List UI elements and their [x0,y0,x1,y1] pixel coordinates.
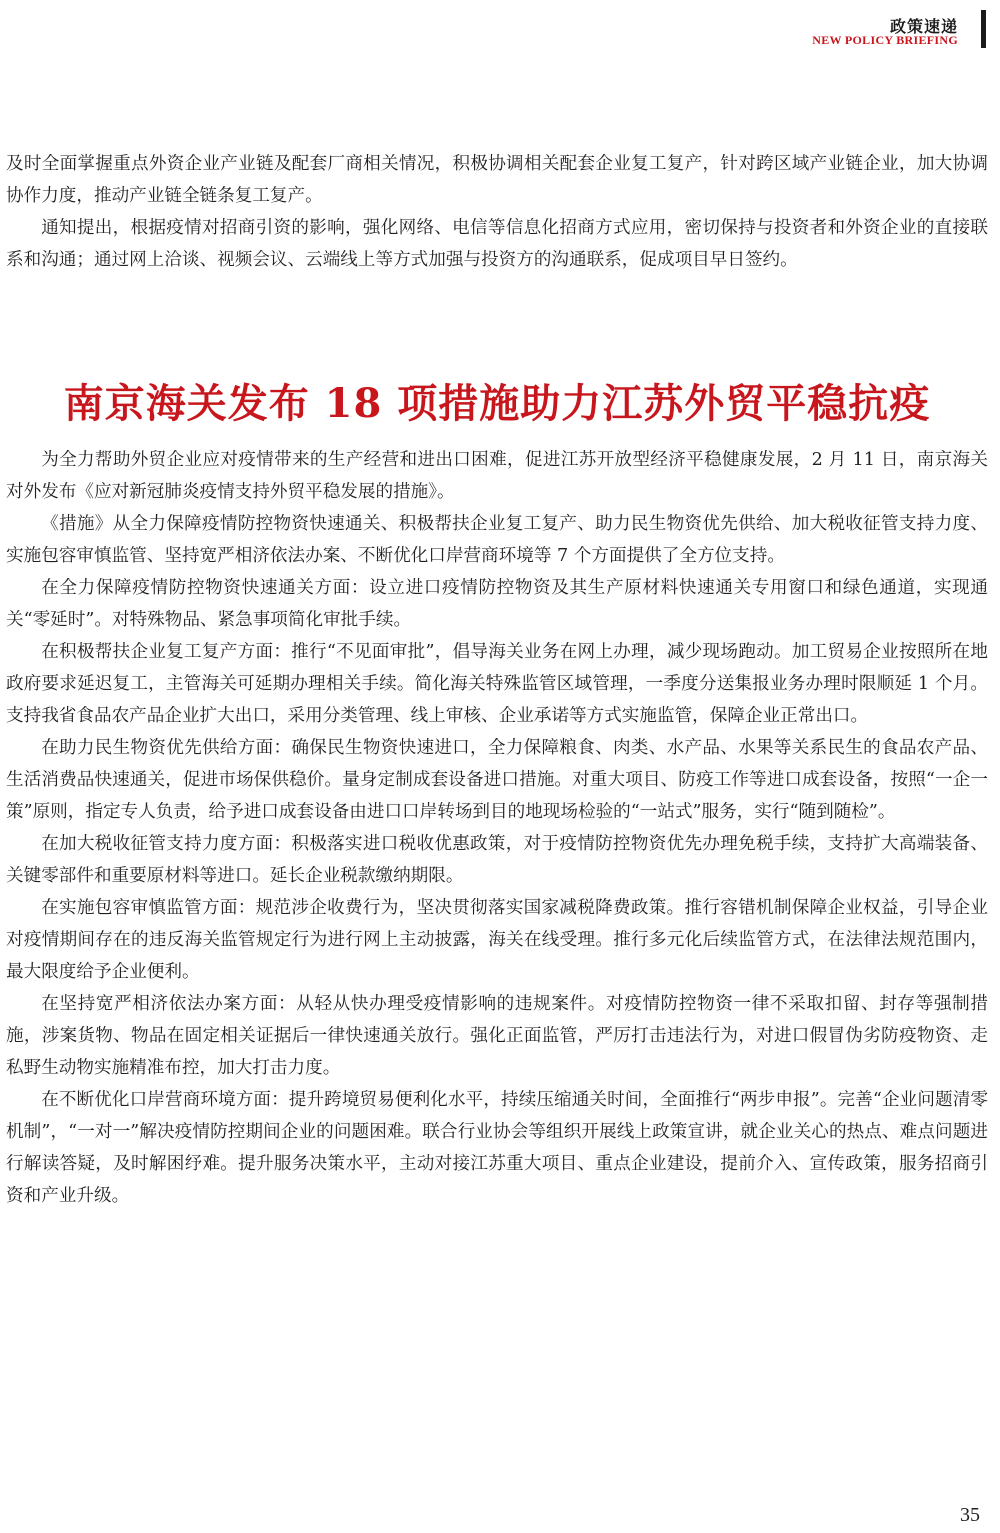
intro-text [6,148,988,276]
article-title: 南京海关发布 18 项措施助力江苏外贸平稳抗疫 [63,380,931,427]
article-paragraph: 在不断优化口岸营商环境方面：提升跨境贸易便利化水平，持续压缩通关时间，全面推行“两步申报”。完善“企业问题清零机制”，“一对一”解决疫情防控期间企业的问题困难。联合行业协会等组织开展线上政策宣讲，就企业关心的热点、难点问题进行解读答疑，及时解困纾难。提升服务决策水平，主动对接江苏重大项目、重点企业建设，提前介入、宣传政策，服务招商引资和产业升级。 [6,1090,988,1206]
article-paragraph: 在加大税收征管支持力度方面：积极落实进口税收优惠政策，对于疫情防控物资优先办理免税手续，支持扩大高端装备、关键零部件和重要原材料等进口。延长企业税款缴纳期限。 [6,834,988,886]
article-paragraph: 在全力保障疫情防控物资快速通关方面：设立进口疫情防控物资及其生产原材料快速通关专用窗口和绿色通道，实现通关“零延时”。对特殊物品、紧急事项简化审批手续。 [6,578,988,630]
intro-paragraph-1: 及时全面掌握重点外资企业产业链及配套厂商相关情况，积极协调相关配套企业复工复产，针对跨区域产业链企业，加大协调协作力度，推动产业链全链条复工复产。 [6,154,988,206]
header-bar-decoration [981,10,986,48]
running-header [686,8,986,48]
article-paragraph: 《措施》从全力保障疫情防控物资快速通关、积极帮扶企业复工复产、助力民生物资优先供给、加大税收征管支持力度、实施包容审慎监管、坚持宽严相济依法办案、不断优化口岸营商环境等 7 个方面提供了全方位支持。 [6,514,988,566]
article-body [6,444,988,1212]
article-paragraph: 在实施包容审慎监管方面：规范涉企收费行为，坚决贯彻落实国家减税降费政策。推行容错机制保障企业权益，引导企业对疫情期间存在的违反海关监管规定行为进行网上主动披露，海关在线受理。推行多元化后续监管方式，在法律法规范围内，最大限度给予企业便利。 [6,898,988,982]
section-title-en: NEW POLICY BRIEFING [812,33,958,47]
section-title-cn: 政策速递 [889,17,958,36]
article-paragraph: 在助力民生物资优先供给方面：确保民生物资快速进口，全力保障粮食、肉类、水产品、水果等关系民生的食品农产品、生活消费品快速通关，促进市场保供稳价。量身定制成套设备进口措施。对重大项目、防疫工作等进口成套设备，按照“一企一策”原则，指定专人负责，给予进口成套设备由进口口岸转场到目的地现场检验的“一站式”服务，实行“随到随检”。 [6,738,988,822]
article-paragraph: 为全力帮助外贸企业应对疫情带来的生产经营和进出口困难，促进江苏开放型经济平稳健康发展，2 月 11 日，南京海关对外发布《应对新冠肺炎疫情支持外贸平稳发展的措施》。 [6,450,988,502]
article-paragraph: 在坚持宽严相济依法办案方面：从轻从快办理受疫情影响的违规案件。对疫情防控物资一律不采取扣留、封存等强制措施，涉案货物、物品在固定相关证据后一律快速通关放行。强化正面监管，严厉打击违法行为，对进口假冒伪劣防疫物资、走私野生动物实施精准布控，加大打击力度。 [6,994,988,1078]
intro-paragraph-2: 通知提出，根据疫情对招商引资的影响，强化网络、电信等信息化招商方式应用，密切保持与投资者和外资企业的直接联系和沟通；通过网上洽谈、视频会议、云端线上等方式加强与投资方的沟通联系，促成项目早日签约。 [6,218,988,270]
article-paragraph: 在积极帮扶企业复工复产方面：推行“不见面审批”，倡导海关业务在网上办理，减少现场跑动。加工贸易企业按照所在地政府要求延迟复工，主管海关可延期办理相关手续。简化海关特殊监管区域管理，一季度分送集报业务办理时限顺延 1 个月。支持我省食品农产品企业扩大出口，采用分类管理、线上审核、企业承诺等方式实施监管，保障企业正常出口。 [6,642,988,726]
page-number: 35 [960,1504,980,1526]
